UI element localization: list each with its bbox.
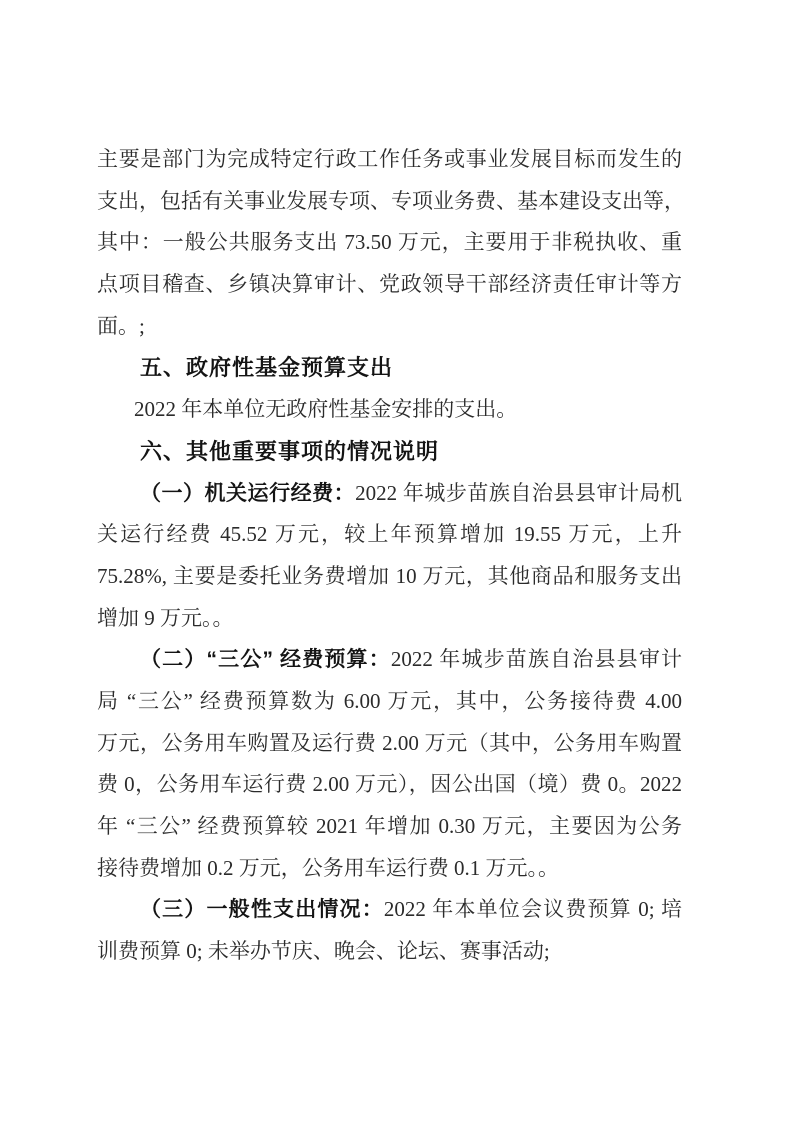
- paragraph-line: 面。;: [97, 313, 145, 338]
- paragraph-line: 接待费增加 0.2 万元，公务用车运行费 0.1 万元。。: [97, 855, 559, 880]
- paragraph-line: 年 “三公” 经费预算较 2021 年增加 0.30 万元，主要因为公务: [97, 814, 682, 838]
- item3-lead: （三）一般性支出情况：: [140, 898, 384, 922]
- paragraph-line: 75.28%, 主要是委托业务费增加 10 万元，其他商品和服务支出: [97, 563, 682, 588]
- item1-lead: （一）机关运行经费：: [140, 481, 356, 505]
- section5-body: 2022 年本单位无政府性基金安排的支出。: [134, 397, 518, 422]
- item1-first-line: [97, 473, 682, 515]
- section6-heading: 六、其他重要事项的情况说明: [140, 438, 440, 464]
- section5-heading: 五、政府性基金预算支出: [140, 355, 394, 381]
- paragraph-line: 关运行经费 45.52 万元，较上年预算增加 19.55 万元，上升: [97, 522, 682, 547]
- document-content: [97, 139, 685, 973]
- item2-first-line: [97, 639, 682, 681]
- paragraph-line: 点项目稽查、乡镇决算审计、党政领导干部经济责任审计等方: [97, 272, 682, 297]
- paragraph-line: 局 “三公” 经费预算数为 6.00 万元，其中，公务接待费 4.00: [97, 688, 682, 713]
- paragraph-line: 费 0，公务用车运行费 2.00 万元），因公出国（境）费 0。2022: [97, 772, 682, 797]
- item2-lead: （二）“三公” 经费预算：: [140, 648, 391, 672]
- item3-first-line: [97, 889, 682, 931]
- paragraph-line: 训费预算 0; 未举办节庆、晚会、论坛、赛事活动;: [97, 939, 550, 964]
- item1-text: 2022 年城步苗族自治县县审计局机: [355, 480, 682, 505]
- item3-text: 2022 年本单位会议费预算 0; 培: [383, 897, 682, 922]
- paragraph-line: 支出，包括有关事业发展专项、专项业务费、基本建设支出等，: [97, 188, 685, 213]
- paragraph-line: 其中：一般公共服务支出 73.50 万元，主要用于非税执收、重: [97, 230, 682, 255]
- paragraph-line: 万元，公务用车购置及运行费 2.00 万元（其中，公务用车购置: [97, 730, 682, 755]
- paragraph-line: 主要是部门为完成特定行政工作任务或事业发展目标而发生的: [97, 147, 682, 171]
- paragraph-line: 增加 9 万元。。: [97, 605, 234, 630]
- item2-text: 2022 年城步苗族自治县县审计: [390, 647, 682, 672]
